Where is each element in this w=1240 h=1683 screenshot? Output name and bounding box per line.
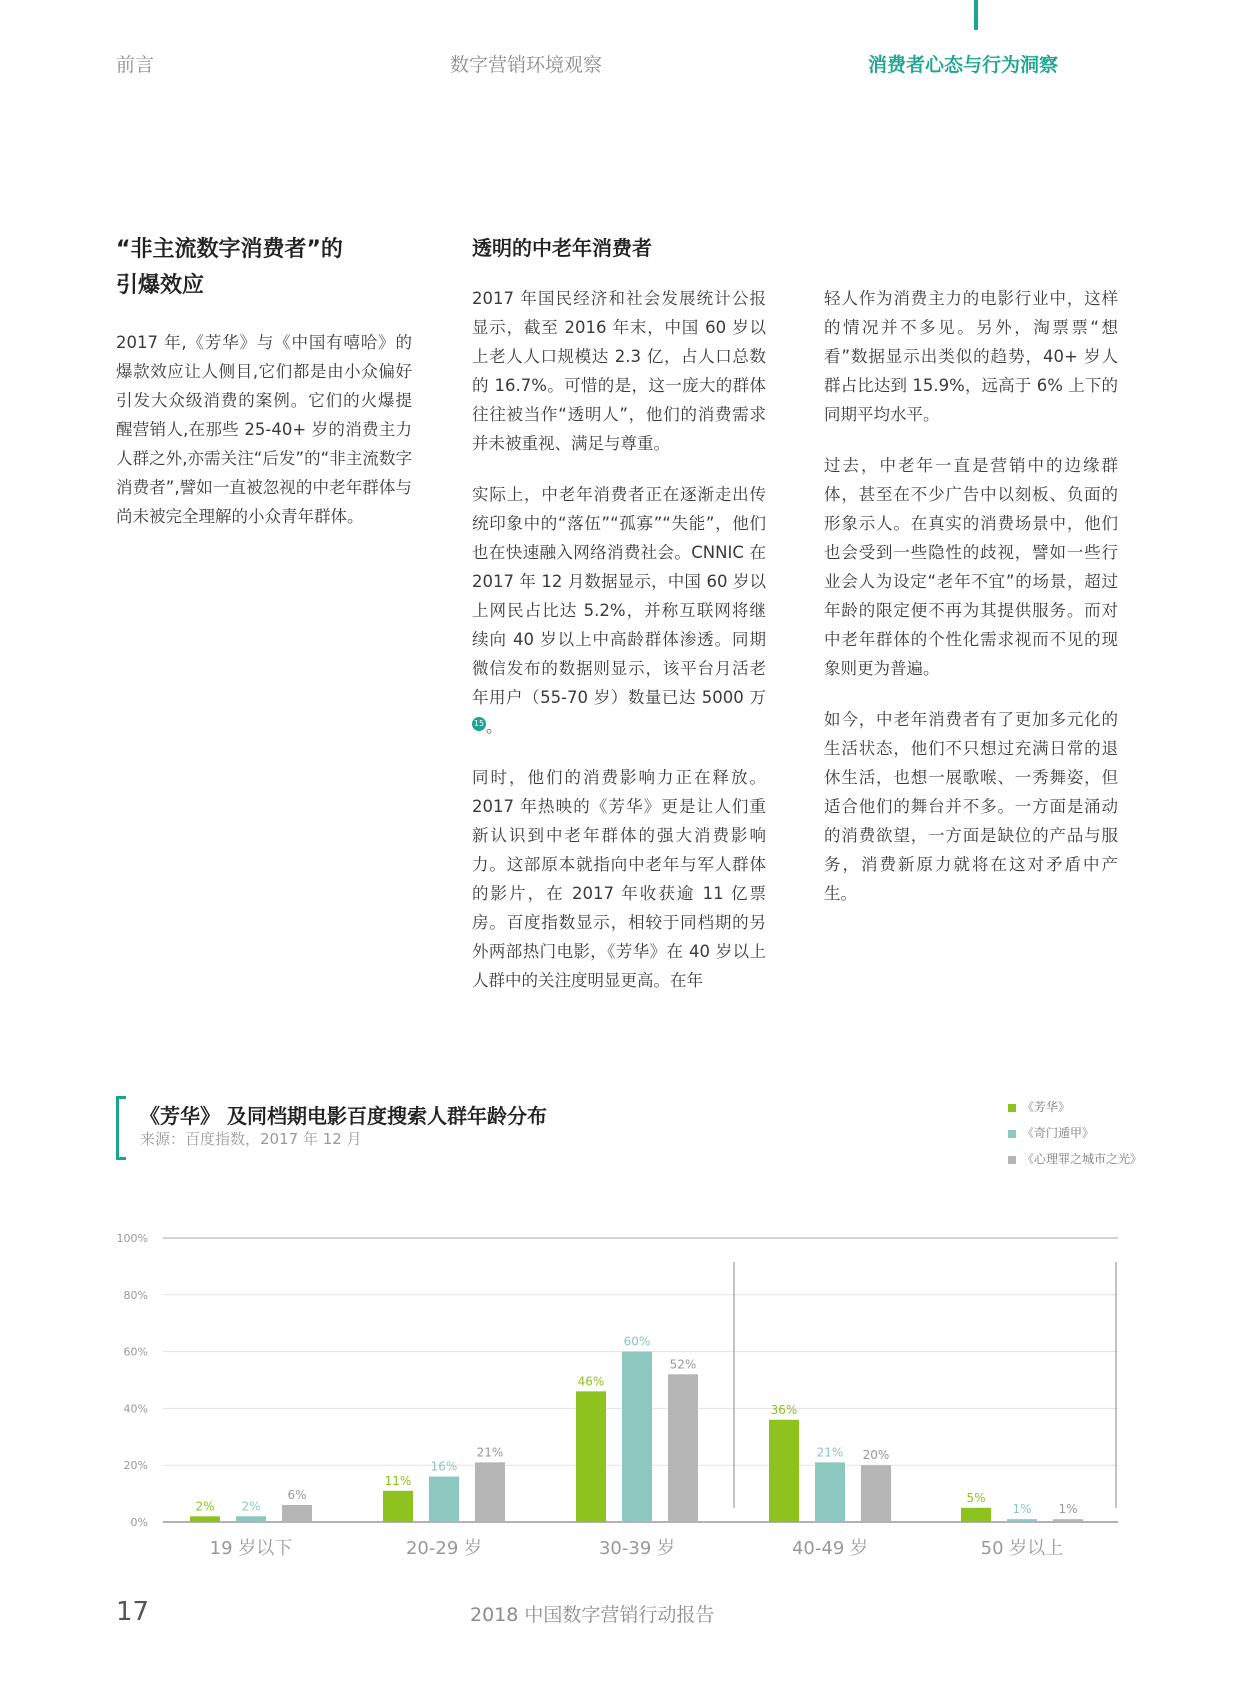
age-distribution-bar-chart xyxy=(0,1220,1240,1580)
right-paragraph-1: 轻人作为消费主力的电影行业中，这样的情况并不多见。另外，淘票票“想看”数据显示出类似的趋势，40+ 岁人群占比达到 15.9%，远高于 6% 上下的同期平均水平。 xyxy=(824,289,1118,424)
bar xyxy=(815,1462,845,1522)
mid-paragraph-2 xyxy=(472,480,766,741)
x-category-label: 19 岁以下 xyxy=(209,1538,293,1559)
bar xyxy=(961,1508,991,1522)
data-label: 36% xyxy=(770,1402,798,1417)
data-label: 11% xyxy=(384,1473,412,1488)
data-label: 1% xyxy=(1058,1502,1078,1517)
legend-item-xinlizui xyxy=(1008,1150,1142,1167)
legend-item-fanghua xyxy=(1008,1098,1142,1115)
right-paragraph-3: 如今，中老年消费者有了更加多元化的生活状态，他们不只想过充满日常的退休生活，也想一展歌喉、一秀舞姿，但适合他们的舞台并不多。一方面是涌动的消费欲望，一方面是缺位的产品与服务，消费新原力就将在这对矛盾中产生。 xyxy=(824,710,1118,903)
mid-paragraph-2-text: 实际上，中老年消费者正在逐渐走出传统印象中的“落伍”“孤寡”“失能”，他们也在快速融入网络消费社会。CNNIC 在 2017 年 12 月数据显示，中国 60 岁以上网民占比达 5.2%，并称互联网将继续向 40 岁以上中高龄群体渗透。同期微信发布的数据则显示，该平台月活老年用户（55-70 岁）数量已达 5000 万 xyxy=(472,485,766,707)
left-body xyxy=(116,328,412,553)
bar xyxy=(1007,1519,1037,1522)
data-label: 60% xyxy=(623,1334,651,1349)
right-paragraph-2: 过去，中老年一直是营销中的边缘群体，甚至在不少广告中以刻板、负面的形象示人。在真实的消费场景中，他们也会受到一些隐性的歧视，譬如一些行业会人为设定“老年不宜”的场景，超过年龄的限定便不再为其提供服务。而对中老年群体的个性化需求视而不见的现象则更为普遍。 xyxy=(824,456,1118,678)
legend-label: 《奇门遁甲》 xyxy=(1022,1126,1095,1140)
bar xyxy=(668,1374,698,1522)
footnote-ref-badge[interactable]: 15 xyxy=(472,717,486,731)
bar xyxy=(1053,1519,1083,1522)
legend-swatch xyxy=(1008,1104,1016,1112)
x-category-label: 20-29 岁 xyxy=(405,1538,483,1559)
mid-paragraph-2-tail: 。 xyxy=(486,717,503,736)
legend-label: 《芳华》 xyxy=(1022,1100,1071,1114)
legend-item-qimendunjia xyxy=(1008,1124,1142,1141)
legend-swatch xyxy=(1008,1130,1016,1138)
page-number: 17 xyxy=(116,1597,150,1627)
data-label: 2% xyxy=(195,1499,215,1514)
bar xyxy=(190,1516,220,1522)
nav-digital-marketing-environment[interactable]: 数字营销环境观察 xyxy=(450,54,603,76)
y-tick-label: 20% xyxy=(123,1459,148,1473)
mid-section-title-wrap xyxy=(472,230,772,266)
bar xyxy=(622,1352,652,1522)
left-title-line2: 引爆效应 xyxy=(116,273,205,298)
data-label: 5% xyxy=(966,1490,986,1505)
data-label: 16% xyxy=(430,1459,458,1474)
bar xyxy=(383,1491,413,1522)
bar xyxy=(282,1505,312,1522)
x-category-label: 40-49 岁 xyxy=(791,1538,869,1559)
legend-swatch xyxy=(1008,1156,1016,1164)
chart-source: 来源：百度指数，2017 年 12 月 xyxy=(140,1130,362,1148)
x-category-label: 30-39 岁 xyxy=(598,1538,676,1559)
bar xyxy=(475,1462,505,1522)
bar xyxy=(429,1477,459,1522)
data-label: 6% xyxy=(287,1487,307,1502)
x-category-label: 50 岁以上 xyxy=(980,1538,1064,1559)
y-tick-label: 0% xyxy=(130,1516,148,1529)
mid-paragraph-3: 同时，他们的消费影响力正在释放。2017 年热映的《芳华》更是让人们重新认识到中老年群体的强大消费影响力。这部原本就指向中老年与军人群体的影片，在 2017 年收获逾 11 亿票房。百度指数显示，相较于同档期的另外两部热门电影，《芳华》在 40 岁以上人群中的关注度明显更高。在年 xyxy=(472,768,766,990)
data-label: 2% xyxy=(241,1499,261,1514)
y-tick-label: 100% xyxy=(116,1232,148,1245)
legend-label: 《心理罪之城市之光》 xyxy=(1022,1152,1143,1166)
bar xyxy=(236,1516,266,1522)
chart-title-bracket xyxy=(116,1096,126,1160)
footer-report-title: 2018 中国数字营销行动报告 xyxy=(470,1604,715,1626)
data-label: 52% xyxy=(669,1357,697,1372)
mid-paragraph-1: 2017 年国民经济和社会发展统计公报显示，截至 2016 年末，中国 60 岁以上老人人口规模达 2.3 亿，占人口总数的 16.7%。可惜的是，这一庞大的群体往往被当作“透明人”，他们的消费需求并未被重视、满足与尊重。 xyxy=(472,289,766,453)
header-accent-bar xyxy=(974,0,978,30)
data-label: 46% xyxy=(577,1374,605,1389)
chart-legend xyxy=(1008,1098,1142,1176)
data-label: 1% xyxy=(1012,1502,1032,1517)
mid-body xyxy=(472,284,766,1017)
bar xyxy=(576,1391,606,1522)
mid-section-title: 透明的中老年消费者 xyxy=(472,236,652,260)
y-tick-label: 40% xyxy=(123,1402,148,1416)
y-tick-label: 60% xyxy=(123,1345,148,1359)
y-tick-label: 80% xyxy=(123,1288,148,1302)
data-label: 20% xyxy=(862,1448,890,1463)
left-paragraph: 2017 年,《芳华》与《中国有嘻哈》的爆款效应让人侧目,它们都是由小众偏好引发大众级消费的案例。它们的火爆提醒营销人,在那些 25-40+ 岁的消费主力人群之外,亦需关注“后发”的“非主流数字消费者”,譬如一直被忽视的中老年群体与尚未被完全理解的小众青年群体。 xyxy=(116,333,412,526)
left-title-line1: “非主流数字消费者”的 xyxy=(116,237,343,262)
bar xyxy=(861,1465,891,1522)
left-section-title xyxy=(116,232,416,304)
nav-preface[interactable]: 前言 xyxy=(116,54,155,76)
data-label: 21% xyxy=(816,1445,844,1460)
right-body xyxy=(824,284,1118,930)
chart-title: 《芳华》 及同档期电影百度搜索人群年龄分布 xyxy=(140,1104,547,1128)
nav-consumer-insight[interactable]: 消费者心态与行为洞察 xyxy=(868,54,1059,76)
data-label: 21% xyxy=(476,1445,504,1460)
bar xyxy=(769,1420,799,1522)
